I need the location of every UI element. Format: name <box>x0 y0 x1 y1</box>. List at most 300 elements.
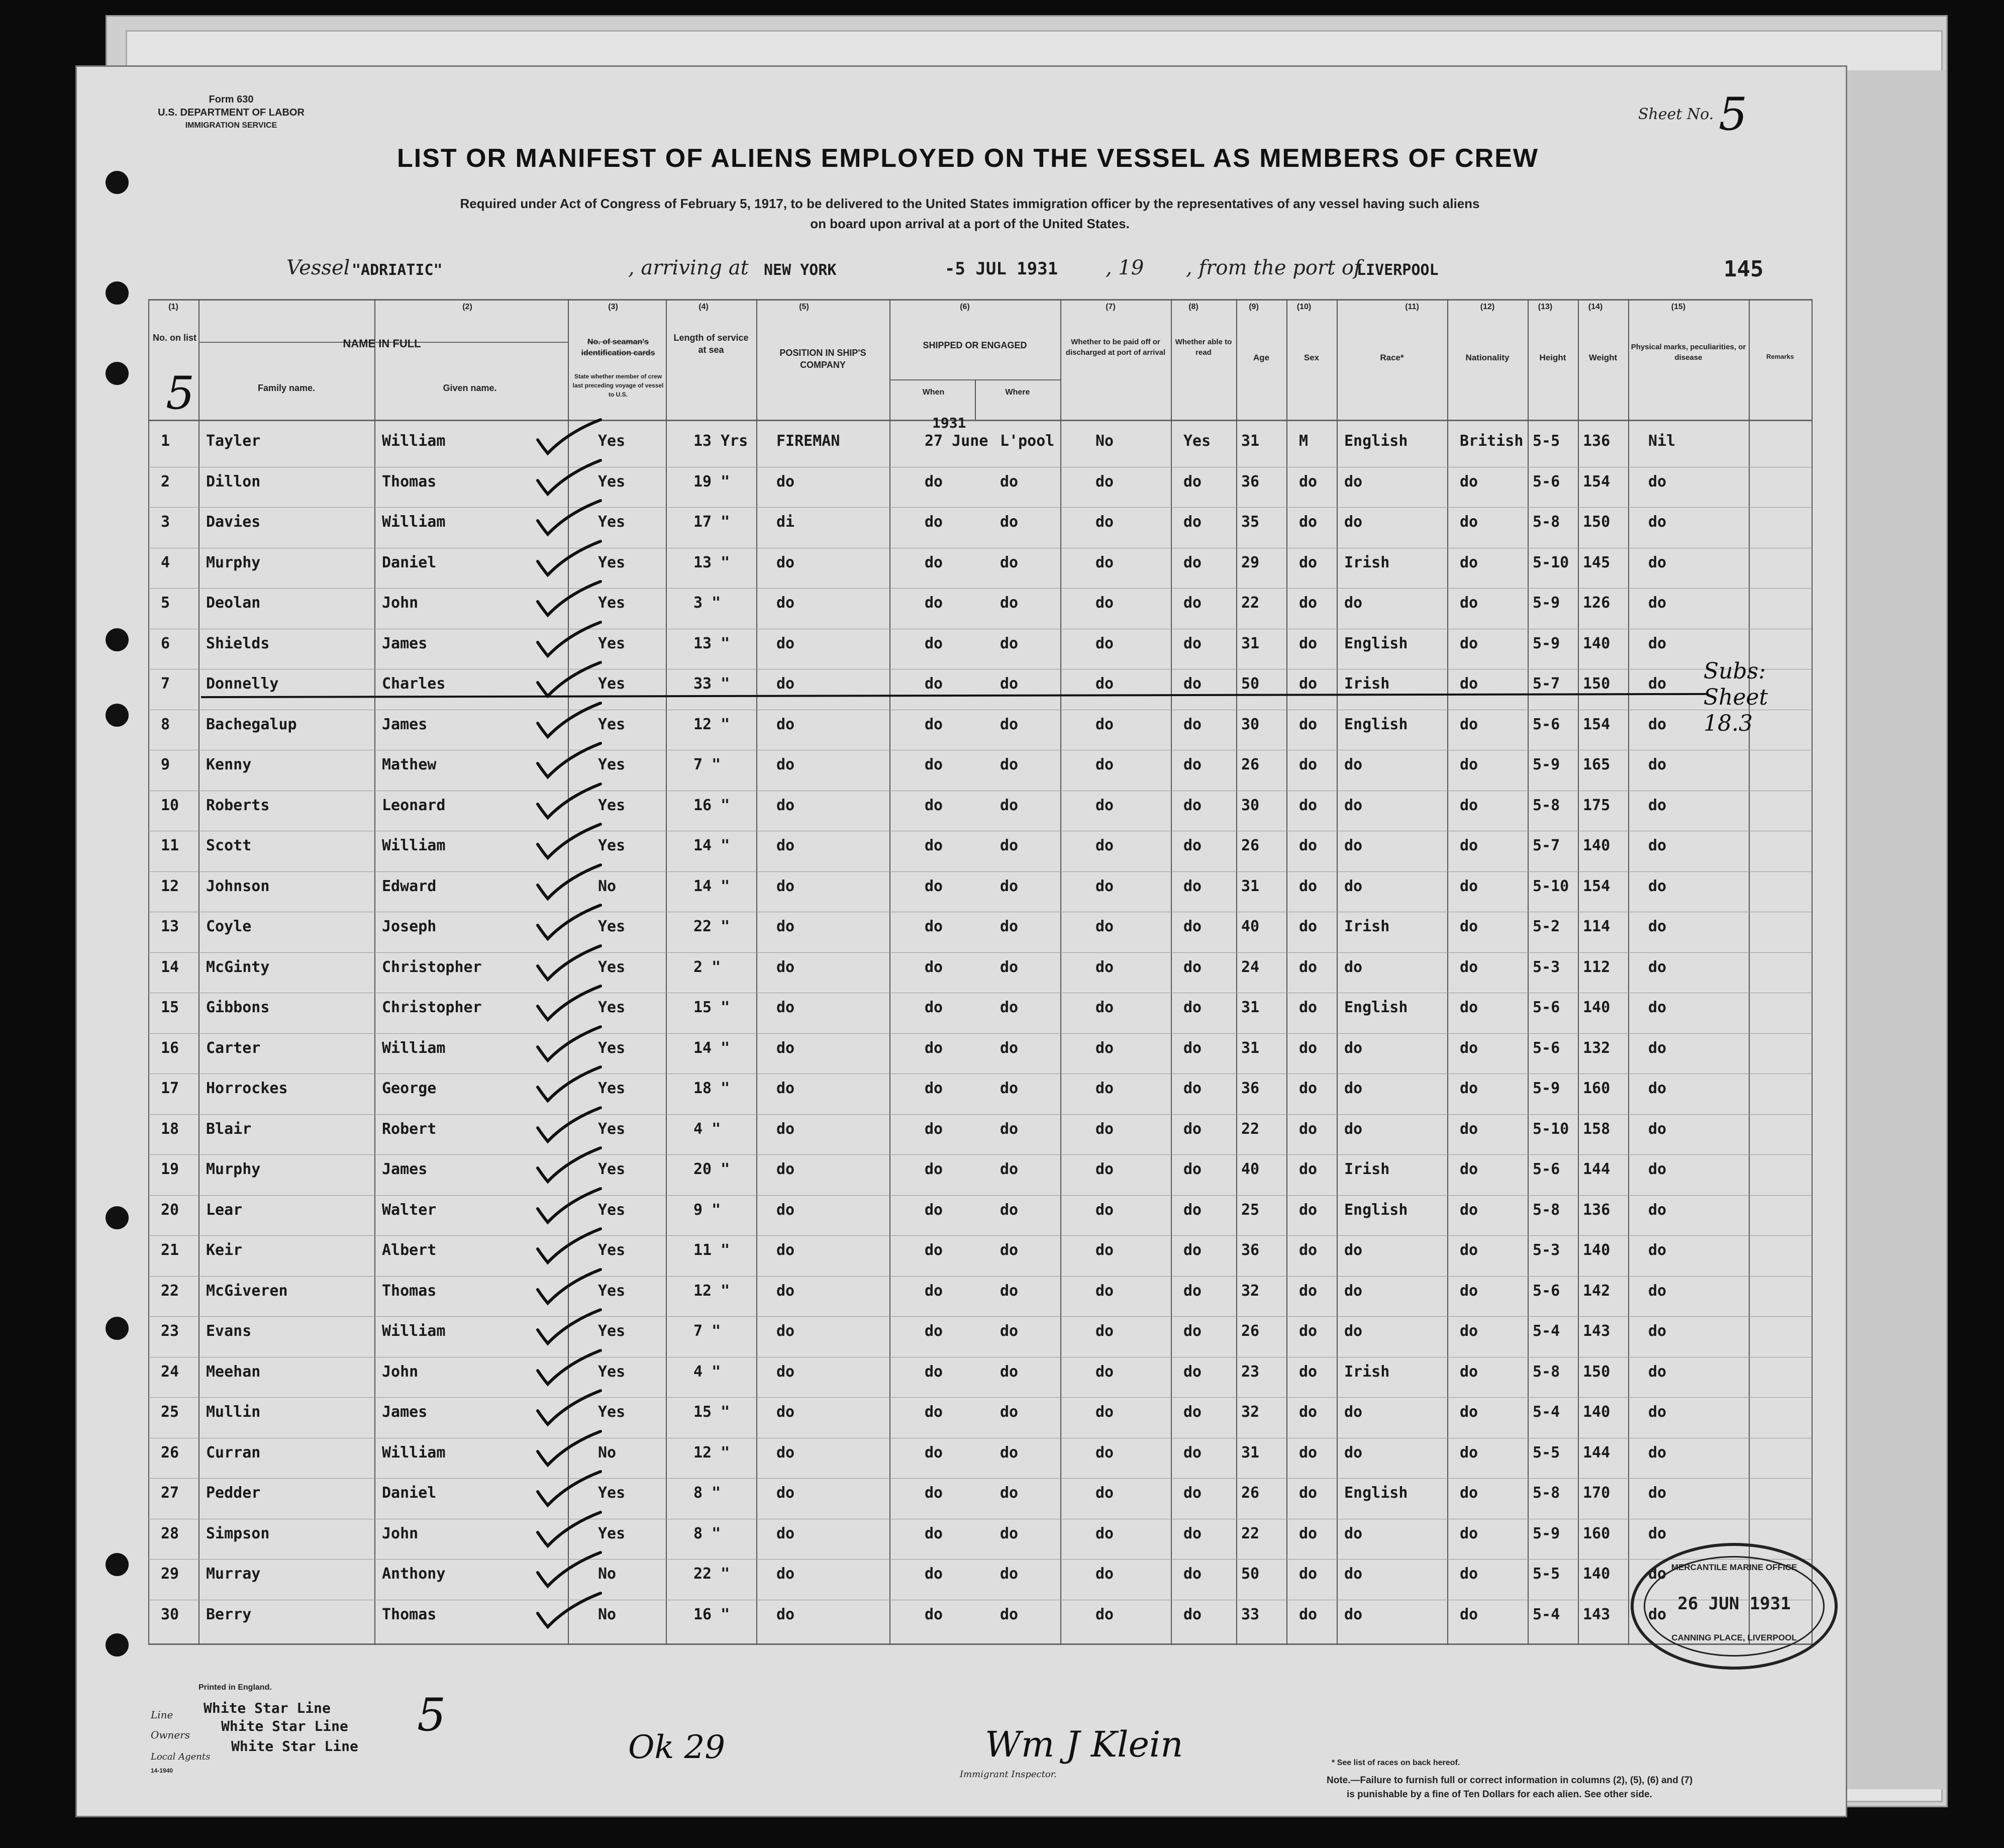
height-header: Height <box>1539 353 1566 362</box>
paid-off-cell: do <box>1095 1565 1114 1583</box>
row-number-cell: 6 <box>161 634 170 652</box>
check-mark-icon <box>533 984 603 1024</box>
weight-cell: 143 <box>1583 1605 1611 1623</box>
able-read-cell: do <box>1183 472 1202 491</box>
check-mark-icon <box>533 1307 603 1347</box>
shipped-header: SHIPPED OR ENGAGED <box>923 340 1027 350</box>
race-cell: English <box>1344 634 1408 652</box>
page-edge <box>1834 70 1946 1789</box>
position-cell: do <box>776 999 795 1016</box>
row-number-cell: 19 <box>161 1160 179 1178</box>
nationality-cell: do <box>1460 1160 1478 1178</box>
shipped-where-cell: do <box>1000 553 1019 571</box>
row-number-cell: 5 <box>161 594 170 612</box>
weight-cell: 143 <box>1583 1322 1611 1340</box>
sex-cell: do <box>1299 1039 1318 1057</box>
given-name-cell: James <box>382 1403 428 1421</box>
paid-off-cell: do <box>1095 999 1114 1016</box>
height-cell: 5-6 <box>1533 1039 1560 1057</box>
column-number: (5) <box>799 303 809 311</box>
race-cell: English <box>1344 432 1408 450</box>
height-cell: 5-8 <box>1533 1201 1560 1219</box>
check-mark-icon <box>533 579 603 619</box>
weight-cell: 160 <box>1583 1524 1611 1542</box>
position-cell: do <box>776 715 795 733</box>
mercantile-marine-stamp <box>1631 1543 1838 1670</box>
physical-marks-cell: do <box>1648 877 1667 895</box>
position-cell: do <box>776 756 795 773</box>
weight-cell: 175 <box>1583 796 1611 814</box>
shipped-where-cell: do <box>1000 1282 1019 1300</box>
family-name-cell: McGiveren <box>206 1282 288 1300</box>
weight-cell: 150 <box>1583 675 1611 693</box>
paid-off-cell: do <box>1095 1282 1114 1300</box>
shipped-when-cell: do <box>925 877 943 895</box>
age-cell: 36 <box>1241 1080 1260 1097</box>
service-length-cell: 20 " <box>693 1160 730 1178</box>
service-length-cell: 22 " <box>693 918 730 935</box>
seaman-card-cell: Yes <box>598 958 626 976</box>
sex-cell: do <box>1299 1120 1318 1138</box>
family-name-cell: Kenny <box>206 756 252 773</box>
given-name-cell: Christopher <box>382 958 482 976</box>
service-length-cell: 9 " <box>693 1201 721 1219</box>
check-mark-icon <box>533 417 603 457</box>
shipped-when-cell: do <box>925 472 943 491</box>
race-cell: Irish <box>1344 1363 1390 1381</box>
sex-cell: do <box>1299 796 1318 814</box>
physical-marks-cell: do <box>1648 1160 1667 1178</box>
age-cell: 33 <box>1241 1605 1260 1623</box>
position-cell: do <box>776 1160 795 1178</box>
vessel-line <box>281 256 1789 291</box>
family-name-cell: Davies <box>206 513 261 531</box>
arrival-date-stamp: -5 JUL 1931 <box>945 259 1058 279</box>
form-header <box>136 93 327 132</box>
no-on-list-header: No. on list <box>153 333 196 343</box>
year-label: , 19 <box>1106 256 1144 279</box>
race-cell: do <box>1344 594 1363 612</box>
seaman-card-cell: Yes <box>598 1524 626 1542</box>
sex-cell: do <box>1299 1160 1318 1178</box>
seaman-card-cell: Yes <box>598 634 626 652</box>
shipped-when-cell: do <box>925 675 943 693</box>
able-read-header: Whether able to read <box>1175 338 1232 357</box>
able-read-cell: do <box>1183 796 1202 814</box>
row-number-cell: 24 <box>161 1363 179 1381</box>
service-length-cell: 16 " <box>693 796 730 814</box>
when-where-rule <box>975 379 976 420</box>
sex-cell: do <box>1299 553 1318 571</box>
sex-cell: do <box>1299 715 1318 733</box>
shipped-when-cell: do <box>925 999 943 1016</box>
paid-off-cell: No <box>1095 432 1114 450</box>
form-department: U.S. DEPARTMENT OF LABOR <box>158 107 305 118</box>
given-name-cell: George <box>382 1080 437 1097</box>
nationality-cell: do <box>1460 1322 1478 1340</box>
agents-value: White Star Line <box>231 1738 358 1755</box>
nationality-cell: do <box>1460 1403 1478 1421</box>
position-cell: do <box>776 1605 795 1623</box>
sex-cell: do <box>1299 1403 1318 1421</box>
paid-off-cell: do <box>1095 594 1114 612</box>
nationality-cell: do <box>1460 1565 1478 1583</box>
seaman-card-cell: Yes <box>598 432 626 450</box>
age-cell: 26 <box>1241 837 1260 854</box>
weight-cell: 154 <box>1583 715 1611 733</box>
row-number-cell: 23 <box>161 1322 179 1340</box>
nationality-cell: do <box>1460 999 1478 1016</box>
race-cell: do <box>1344 796 1363 814</box>
sex-cell: do <box>1299 756 1318 773</box>
able-read-cell: do <box>1183 1403 1202 1421</box>
check-mark-icon <box>533 620 603 660</box>
height-cell: 5-6 <box>1533 999 1560 1016</box>
row-number-cell: 8 <box>161 715 170 733</box>
race-cell: do <box>1344 837 1363 854</box>
binder-hole-icon <box>106 1553 129 1576</box>
weight-cell: 165 <box>1583 756 1611 773</box>
given-name-cell: Charles <box>382 675 446 693</box>
shipped-when-cell: do <box>925 1565 943 1583</box>
seaman-card-cell: Yes <box>598 594 626 612</box>
position-cell: do <box>776 1443 795 1462</box>
sex-cell: do <box>1299 675 1318 693</box>
shipped-where-cell: do <box>1000 675 1019 693</box>
family-name-cell: Blair <box>206 1120 252 1138</box>
shipped-when-cell: do <box>925 1484 943 1502</box>
paid-off-header: Whether to be paid off or discharged at port of arrival <box>1065 338 1166 357</box>
given-name-cell: Albert <box>382 1241 437 1259</box>
nationality-cell: do <box>1460 594 1478 612</box>
physical-marks-cell: do <box>1648 1201 1667 1219</box>
family-name-cell: Gibbons <box>206 999 270 1016</box>
family-name-cell: Pedder <box>206 1484 261 1502</box>
shipped-when-cell: do <box>925 553 943 571</box>
service-length-cell: 33 " <box>693 675 730 693</box>
able-read-cell: do <box>1183 756 1202 773</box>
sex-cell: do <box>1299 999 1318 1016</box>
race-header: Race* <box>1380 353 1404 362</box>
age-cell: 31 <box>1241 1443 1260 1462</box>
height-cell: 5-8 <box>1533 1363 1560 1381</box>
shipped-when-cell: do <box>925 1080 943 1097</box>
physical-marks-cell: do <box>1648 1605 1667 1623</box>
header-bottom-rule <box>148 420 1812 421</box>
age-cell: 32 <box>1241 1282 1260 1300</box>
race-cell: do <box>1344 877 1363 895</box>
name-in-full-header: NAME IN FULL <box>343 337 421 350</box>
seaman-card-cell: Yes <box>598 1241 626 1259</box>
nationality-cell: do <box>1460 1241 1478 1259</box>
race-cell: English <box>1344 1201 1408 1219</box>
race-cell: do <box>1344 1565 1363 1583</box>
height-cell: 5-8 <box>1533 513 1560 531</box>
physical-marks-cell: do <box>1648 958 1667 976</box>
nationality-cell: do <box>1460 675 1478 693</box>
sex-cell: do <box>1299 1241 1318 1259</box>
able-read-cell: do <box>1183 634 1202 652</box>
position-cell: do <box>776 796 795 814</box>
list-number-hand: 5 <box>166 367 195 420</box>
check-mark-icon <box>533 1064 603 1105</box>
family-name-cell: Deolan <box>206 594 261 612</box>
position-cell: di <box>776 513 795 531</box>
service-length-cell: 13 " <box>693 553 730 571</box>
weight-cell: 126 <box>1583 594 1611 612</box>
nationality-cell: do <box>1460 1524 1478 1542</box>
age-cell: 36 <box>1241 1241 1260 1259</box>
nationality-cell: do <box>1460 1039 1478 1057</box>
weight-cell: 140 <box>1583 634 1611 652</box>
height-cell: 5-9 <box>1533 756 1560 773</box>
age-cell: 40 <box>1241 918 1260 935</box>
weight-cell: 140 <box>1583 1241 1611 1259</box>
row-number-cell: 27 <box>161 1484 179 1502</box>
column-number: (1) <box>168 303 178 311</box>
height-cell: 5-3 <box>1533 1241 1560 1259</box>
shipped-where-cell: do <box>1000 715 1019 733</box>
shipped-when-cell: do <box>925 513 943 531</box>
service-length-cell: 22 " <box>693 1565 730 1583</box>
given-name-cell: John <box>382 1363 419 1381</box>
physical-marks-cell: do <box>1648 1484 1667 1502</box>
physical-marks-cell: do <box>1648 1282 1667 1300</box>
weight-cell: 150 <box>1583 1363 1611 1381</box>
service-length-cell: 15 " <box>693 1403 730 1421</box>
seaman-card-cell: Yes <box>598 1403 626 1421</box>
weight-header: Weight <box>1588 353 1618 362</box>
height-cell: 5-10 <box>1533 1120 1569 1138</box>
age-cell: 50 <box>1241 1565 1260 1583</box>
binder-hole-icon <box>106 1206 129 1229</box>
service-length-cell: 12 " <box>693 1282 730 1300</box>
age-cell: 40 <box>1241 1160 1260 1178</box>
nationality-header: Nationality <box>1465 353 1510 362</box>
age-cell: 22 <box>1241 1120 1260 1138</box>
age-cell: 22 <box>1241 1524 1260 1542</box>
able-read-cell: do <box>1183 675 1202 693</box>
able-read-cell: do <box>1183 1565 1202 1583</box>
position-cell: do <box>776 594 795 612</box>
subtitle-line-2: on board upon arrival at a port of the United States. <box>810 216 1130 231</box>
seaman-card-cell: Yes <box>598 756 626 773</box>
substitution-remark: Subs: Sheet 18.3 <box>1704 658 1768 736</box>
seaman-card-cell: Yes <box>598 1282 626 1300</box>
row-number-cell: 10 <box>161 796 179 814</box>
paid-off-cell: do <box>1095 1241 1114 1259</box>
paid-off-cell: do <box>1095 1160 1114 1178</box>
height-cell: 5-3 <box>1533 958 1560 976</box>
shipped-year-cell: 1931 <box>932 415 966 431</box>
shipped-where-cell: do <box>1000 1403 1019 1421</box>
race-cell: Irish <box>1344 918 1390 935</box>
race-cell: do <box>1344 1322 1363 1340</box>
given-name-cell: Leonard <box>382 796 446 814</box>
nationality-cell: do <box>1460 958 1478 976</box>
given-name-cell: William <box>382 513 446 531</box>
height-cell: 5-4 <box>1533 1322 1560 1340</box>
check-mark-icon <box>533 1388 603 1428</box>
family-name-cell: Coyle <box>206 918 252 935</box>
nationality-cell: do <box>1460 877 1478 895</box>
physical-marks-cell: do <box>1648 837 1667 854</box>
age-cell: 30 <box>1241 715 1260 733</box>
service-length-cell: 19 " <box>693 472 730 491</box>
shipped-where-cell: do <box>1000 958 1019 976</box>
physical-marks-cell: do <box>1648 1565 1667 1583</box>
age-cell: 26 <box>1241 1322 1260 1340</box>
physical-marks-cell: do <box>1648 594 1667 612</box>
line-value: White Star Line <box>204 1700 331 1716</box>
check-mark-icon <box>533 1550 603 1590</box>
given-name-cell: Christopher <box>382 999 482 1016</box>
nationality-cell: do <box>1460 837 1478 854</box>
paid-off-cell: do <box>1095 1524 1114 1542</box>
family-name-cell: Keir <box>206 1241 243 1259</box>
column-number: (2) <box>462 303 472 311</box>
given-name-cell: Robert <box>382 1120 437 1138</box>
nationality-cell: do <box>1460 1080 1478 1097</box>
given-name-cell: Edward <box>382 877 437 895</box>
table-top-rule <box>148 299 1812 301</box>
family-name-cell: Johnson <box>206 877 270 895</box>
service-length-cell: 7 " <box>693 1322 721 1340</box>
shipped-when-cell: do <box>925 1363 943 1381</box>
physical-marks-cell: do <box>1648 1039 1667 1057</box>
service-length-cell: 4 " <box>693 1120 721 1138</box>
weight-cell: 140 <box>1583 999 1611 1016</box>
shipped-when-cell: do <box>925 1322 943 1340</box>
shipped-when-cell: do <box>925 958 943 976</box>
column-rule <box>1812 299 1813 1645</box>
able-read-cell: do <box>1183 1080 1202 1097</box>
race-cell: Irish <box>1344 1160 1390 1178</box>
position-cell: do <box>776 1363 795 1381</box>
row-number-cell: 4 <box>161 553 170 571</box>
row-number-cell: 30 <box>161 1605 179 1623</box>
paid-off-cell: do <box>1095 1403 1114 1421</box>
check-mark-icon <box>533 458 603 498</box>
physical-marks-cell: do <box>1648 999 1667 1016</box>
weight-cell: 140 <box>1583 1565 1611 1583</box>
row-number-cell: 28 <box>161 1524 179 1542</box>
column-number: (11) <box>1405 303 1419 311</box>
shipped-when-cell: do <box>925 1524 943 1542</box>
given-name-cell: Thomas <box>382 1282 437 1300</box>
family-name-cell: Bachegalup <box>206 715 297 733</box>
height-cell: 5-6 <box>1533 1282 1560 1300</box>
page-subtitle <box>291 193 1648 234</box>
given-name-cell: William <box>382 1322 446 1340</box>
agents-label: Local Agents <box>151 1752 211 1762</box>
shipped-when-cell: do <box>925 715 943 733</box>
age-cell: 29 <box>1241 553 1260 571</box>
family-name-cell: Scott <box>206 837 252 854</box>
family-name-cell: Simpson <box>206 1524 270 1542</box>
table-bottom-rule <box>148 1643 1812 1645</box>
fine-note-2: is punishable by a fine of Ten Dollars for each alien. See other side. <box>1347 1789 1652 1800</box>
given-name-cell: Thomas <box>382 472 437 491</box>
sex-cell: do <box>1299 1201 1318 1219</box>
sheet-number: 5 <box>1719 88 1748 141</box>
able-read-cell: do <box>1183 837 1202 854</box>
position-cell: do <box>776 1565 795 1583</box>
sex-cell: do <box>1299 513 1318 531</box>
physical-marks-cell: do <box>1648 1241 1667 1259</box>
form-service: IMMIGRATION SERVICE <box>185 121 277 130</box>
height-cell: 5-4 <box>1533 1403 1560 1421</box>
paid-off-cell: do <box>1095 837 1114 854</box>
shipped-when-cell: do <box>925 1403 943 1421</box>
shipped-where-cell: L'pool <box>1000 432 1055 450</box>
physical-marks-cell: do <box>1648 553 1667 571</box>
sex-cell: do <box>1299 837 1318 854</box>
physical-header: Physical marks, peculiarities, or disease <box>1631 343 1746 362</box>
family-name-cell: Donnelly <box>206 675 279 693</box>
given-name-cell: Mathew <box>382 756 437 773</box>
paid-off-cell: do <box>1095 1201 1114 1219</box>
check-mark-icon <box>533 660 603 700</box>
family-name-cell: Murphy <box>206 1160 261 1178</box>
weight-cell: 136 <box>1583 1201 1611 1219</box>
row-number-cell: 15 <box>161 999 179 1016</box>
given-name-header: Given name. <box>443 383 497 393</box>
weight-cell: 154 <box>1583 472 1611 491</box>
race-cell: do <box>1344 472 1363 491</box>
page-title: LIST OR MANIFEST OF ALIENS EMPLOYED ON THE VESSEL AS MEMBERS OF CREW <box>397 144 1539 173</box>
form-number: Form 630 <box>209 94 254 105</box>
check-mark-icon <box>533 862 603 903</box>
race-cell: English <box>1344 1484 1408 1502</box>
shipped-where-cell: do <box>1000 837 1019 854</box>
physical-marks-cell: do <box>1648 1322 1667 1340</box>
nationality-cell: do <box>1460 796 1478 814</box>
family-name-cell: Shields <box>206 634 270 652</box>
sheet-label: Sheet No. <box>1638 106 1714 123</box>
able-read-cell: do <box>1183 1120 1202 1138</box>
shipped-when-cell: do <box>925 1282 943 1300</box>
position-cell: do <box>776 1080 795 1097</box>
given-name-cell: William <box>382 1443 446 1462</box>
age-cell: 31 <box>1241 877 1260 895</box>
weight-cell: 150 <box>1583 513 1611 531</box>
height-cell: 5-5 <box>1533 1565 1560 1583</box>
physical-marks-cell: do <box>1648 1120 1667 1138</box>
nationality-cell: do <box>1460 1282 1478 1300</box>
able-read-cell: do <box>1183 715 1202 733</box>
shipped-when-cell: 27 June <box>925 432 988 450</box>
physical-marks-cell: do <box>1648 472 1667 491</box>
check-mark-icon <box>533 1024 603 1064</box>
paid-off-cell: do <box>1095 513 1114 531</box>
able-read-cell: do <box>1183 553 1202 571</box>
age-cell: 31 <box>1241 1039 1260 1057</box>
service-length-cell: 14 " <box>693 877 730 895</box>
given-name-cell: James <box>382 1160 428 1178</box>
seaman-card-cell: Yes <box>598 1160 626 1178</box>
row-number-cell: 3 <box>161 513 170 531</box>
able-read-cell: do <box>1183 999 1202 1016</box>
position-cell: do <box>776 1282 795 1300</box>
row-number-cell: 25 <box>161 1403 179 1421</box>
physical-marks-cell: do <box>1648 634 1667 652</box>
stamp-top-text: MERCANTILE MARINE OFFICE <box>1671 1563 1797 1572</box>
race-cell: do <box>1344 1241 1363 1259</box>
sex-cell: do <box>1299 1605 1318 1623</box>
sex-cell: do <box>1299 1322 1318 1340</box>
service-length-cell: 13 Yrs <box>693 432 748 450</box>
